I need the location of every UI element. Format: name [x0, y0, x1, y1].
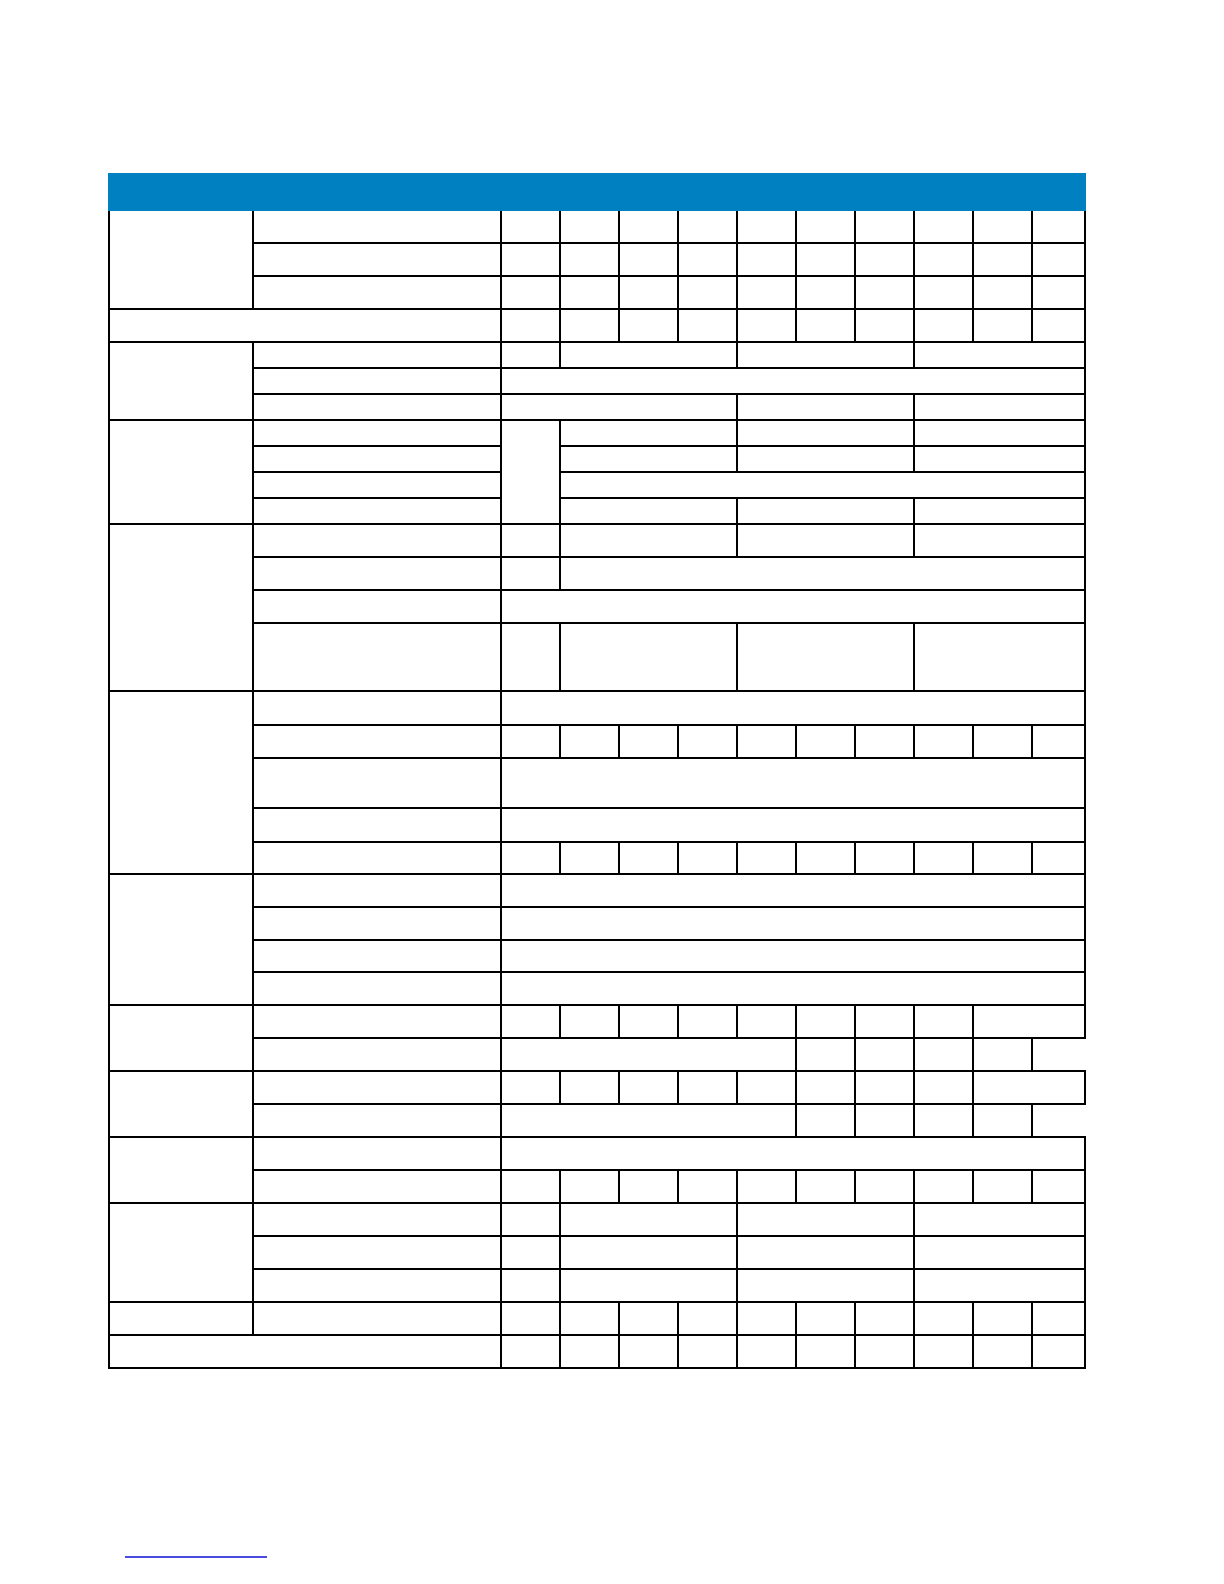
header-cell	[619, 174, 678, 210]
value-cell	[737, 243, 796, 276]
row-label-cell	[253, 907, 501, 940]
table-row	[109, 557, 1085, 590]
row-label-cell	[253, 420, 501, 446]
value-cell	[560, 1236, 737, 1269]
table-row	[109, 1170, 1085, 1203]
value-cell	[501, 758, 1085, 808]
table-row	[109, 874, 1085, 907]
value-cell	[855, 1071, 914, 1104]
header-cell	[678, 174, 737, 210]
value-cell	[737, 276, 796, 309]
value-cell	[973, 243, 1032, 276]
table-row	[109, 808, 1085, 842]
value-cell	[914, 524, 1085, 557]
row-label-cell	[253, 1137, 501, 1170]
value-cell	[914, 1269, 1085, 1302]
value-cell	[619, 1335, 678, 1368]
table-row	[109, 276, 1085, 309]
group-label-cell	[109, 210, 253, 309]
value-cell	[501, 1335, 560, 1368]
value-cell	[501, 907, 1085, 940]
value-cell	[737, 1269, 914, 1302]
row-label-cell	[253, 1005, 501, 1038]
value-cell	[855, 1302, 914, 1335]
value-cell	[501, 1170, 560, 1203]
row-label-cell	[253, 972, 501, 1005]
value-cell	[737, 1335, 796, 1368]
group-label-cell	[109, 1203, 253, 1302]
row-label-cell	[253, 623, 501, 691]
value-cell	[796, 1104, 855, 1137]
value-cell	[501, 210, 560, 243]
table-row	[109, 210, 1085, 243]
row-label-cell	[253, 1104, 501, 1137]
value-cell	[678, 842, 737, 874]
value-cell	[560, 1269, 737, 1302]
value-cell	[678, 309, 737, 342]
value-cell	[973, 1071, 1085, 1104]
value-cell	[914, 1038, 973, 1071]
value-cell	[973, 1104, 1032, 1137]
value-cell	[796, 1071, 855, 1104]
value-cell	[737, 1236, 914, 1269]
value-cell	[619, 243, 678, 276]
table-row	[109, 342, 1085, 368]
value-cell	[619, 309, 678, 342]
header-cell	[973, 174, 1032, 210]
value-cell	[501, 368, 1085, 394]
value-cell	[560, 524, 737, 557]
value-cell	[914, 1071, 973, 1104]
value-cell	[914, 1005, 973, 1038]
group-label-cell	[109, 691, 253, 874]
value-cell	[796, 842, 855, 874]
value-cell	[560, 420, 737, 446]
row-label-cell	[253, 446, 501, 472]
value-cell	[1032, 1335, 1085, 1368]
value-cell	[1032, 842, 1085, 874]
table-row	[109, 758, 1085, 808]
value-cell	[501, 842, 560, 874]
value-cell	[560, 1203, 737, 1236]
value-cell	[560, 725, 619, 758]
value-cell	[560, 309, 619, 342]
row-label-cell	[253, 557, 501, 590]
group-label-cell	[109, 874, 253, 1005]
value-cell	[619, 1302, 678, 1335]
value-cell	[619, 276, 678, 309]
row-label-cell	[109, 1335, 501, 1368]
row-label-cell	[253, 590, 501, 623]
value-cell	[973, 842, 1032, 874]
header-cell	[560, 174, 619, 210]
group-label-cell	[109, 342, 253, 420]
row-label-cell	[253, 1071, 501, 1104]
header-cell	[796, 174, 855, 210]
group-label-cell	[109, 420, 253, 524]
value-cell	[619, 842, 678, 874]
value-cell	[501, 342, 560, 368]
value-cell	[914, 725, 973, 758]
row-label-cell	[109, 309, 501, 342]
table-row	[109, 1302, 1085, 1335]
value-cell	[1032, 725, 1085, 758]
value-cell	[619, 1170, 678, 1203]
value-cell	[501, 874, 1085, 907]
value-cell	[501, 1236, 560, 1269]
value-cell	[560, 210, 619, 243]
value-cell	[973, 1170, 1032, 1203]
value-cell	[501, 276, 560, 309]
value-cell	[501, 725, 560, 758]
value-cell	[560, 446, 737, 472]
table-row	[109, 446, 1085, 472]
table-row	[109, 420, 1085, 446]
row-label-cell	[253, 808, 501, 842]
table-header-row	[109, 174, 1085, 210]
value-cell	[737, 524, 914, 557]
value-cell	[914, 394, 1085, 420]
value-cell	[737, 420, 914, 446]
table-row	[109, 524, 1085, 557]
value-cell	[560, 623, 737, 691]
value-cell	[855, 309, 914, 342]
table-row	[109, 1236, 1085, 1269]
value-cell	[973, 1335, 1032, 1368]
value-cell	[914, 420, 1085, 446]
table-row	[109, 309, 1085, 342]
table-row	[109, 1104, 1085, 1137]
value-cell	[560, 472, 1085, 498]
value-cell	[737, 1005, 796, 1038]
value-cell	[796, 1302, 855, 1335]
value-cell	[914, 342, 1085, 368]
value-cell	[855, 1335, 914, 1368]
table-row	[109, 1269, 1085, 1302]
value-cell	[678, 1005, 737, 1038]
row-label-cell	[253, 1269, 501, 1302]
table-row	[109, 1137, 1085, 1170]
row-label-cell	[253, 394, 501, 420]
value-cell	[560, 276, 619, 309]
value-cell	[737, 1071, 796, 1104]
value-cell	[501, 1269, 560, 1302]
value-cell	[501, 1038, 796, 1071]
table-row	[109, 623, 1085, 691]
value-cell	[1032, 276, 1085, 309]
group-label-cell	[109, 1005, 253, 1071]
value-cell	[501, 243, 560, 276]
table-row	[109, 691, 1085, 725]
value-cell	[855, 842, 914, 874]
value-cell	[914, 498, 1085, 524]
value-cell	[973, 276, 1032, 309]
value-cell	[560, 557, 1085, 590]
value-cell	[796, 1170, 855, 1203]
value-cell	[973, 1302, 1032, 1335]
value-cell	[560, 1005, 619, 1038]
row-label-cell	[253, 842, 501, 874]
row-label-cell	[253, 1302, 501, 1335]
value-cell	[501, 1302, 560, 1335]
value-cell	[678, 243, 737, 276]
value-cell	[973, 1038, 1032, 1071]
table-row	[109, 907, 1085, 940]
value-cell	[501, 691, 1085, 725]
value-cell	[855, 210, 914, 243]
value-cell	[1032, 1170, 1085, 1203]
value-cell	[796, 210, 855, 243]
value-cell	[855, 243, 914, 276]
value-cell	[914, 1236, 1085, 1269]
value-cell	[501, 1005, 560, 1038]
table-row	[109, 725, 1085, 758]
value-cell	[560, 243, 619, 276]
row-label-cell	[253, 1203, 501, 1236]
table-row	[109, 1038, 1085, 1071]
table-row	[109, 590, 1085, 623]
value-cell	[914, 842, 973, 874]
value-cell	[560, 1302, 619, 1335]
row-label-cell	[253, 524, 501, 557]
row-label-cell	[253, 498, 501, 524]
value-cell	[560, 342, 737, 368]
row-label-cell	[253, 758, 501, 808]
value-cell	[914, 243, 973, 276]
value-cell	[855, 1170, 914, 1203]
value-cell	[678, 725, 737, 758]
value-cell	[1032, 210, 1085, 243]
value-cell	[973, 725, 1032, 758]
value-cell	[501, 1137, 1085, 1170]
value-cell	[1032, 1302, 1085, 1335]
value-cell	[796, 1005, 855, 1038]
value-cell	[560, 498, 737, 524]
header-cell	[1032, 174, 1085, 210]
value-cell	[914, 623, 1085, 691]
value-cell	[737, 309, 796, 342]
header-cell	[914, 174, 973, 210]
value-cell	[796, 309, 855, 342]
value-cell	[501, 309, 560, 342]
header-cell	[855, 174, 914, 210]
value-cell	[1032, 243, 1085, 276]
value-cell	[501, 524, 560, 557]
value-cell	[619, 725, 678, 758]
value-cell	[560, 1071, 619, 1104]
group-label-cell	[109, 524, 253, 691]
table-row	[109, 368, 1085, 394]
value-cell	[737, 1302, 796, 1335]
table-row	[109, 1335, 1085, 1368]
value-cell	[914, 1302, 973, 1335]
value-cell	[678, 210, 737, 243]
value-cell	[678, 1170, 737, 1203]
table-row	[109, 972, 1085, 1005]
group-label-cell	[109, 1137, 253, 1203]
value-cell	[619, 1071, 678, 1104]
value-cell	[501, 972, 1085, 1005]
value-cell	[619, 1005, 678, 1038]
table-row	[109, 394, 1085, 420]
value-cell	[737, 842, 796, 874]
value-cell	[914, 1335, 973, 1368]
value-cell	[855, 1104, 914, 1137]
value-cell	[619, 210, 678, 243]
row-label-cell	[253, 1236, 501, 1269]
value-cell	[914, 276, 973, 309]
value-cell	[737, 498, 914, 524]
value-cell	[737, 1170, 796, 1203]
value-cell	[501, 1104, 796, 1137]
value-cell	[501, 557, 560, 590]
value-cell	[914, 1203, 1085, 1236]
table-row	[109, 1005, 1085, 1038]
value-cell	[737, 342, 914, 368]
row-label-cell	[253, 725, 501, 758]
value-cell	[737, 446, 914, 472]
value-cell	[855, 1038, 914, 1071]
value-cell	[678, 276, 737, 309]
row-label-cell	[253, 691, 501, 725]
value-cell	[796, 243, 855, 276]
value-cell	[501, 1071, 560, 1104]
value-cell	[501, 808, 1085, 842]
row-label-cell	[253, 276, 501, 309]
table-row	[109, 498, 1085, 524]
value-cell	[914, 309, 973, 342]
value-cell	[501, 1203, 560, 1236]
header-cell	[109, 174, 501, 210]
value-cell	[796, 1038, 855, 1071]
row-label-cell	[253, 210, 501, 243]
row-label-cell	[253, 472, 501, 498]
value-cell	[855, 1005, 914, 1038]
value-cell	[737, 1203, 914, 1236]
value-cell	[796, 725, 855, 758]
value-cell	[973, 210, 1032, 243]
value-cell	[796, 276, 855, 309]
row-label-cell	[253, 243, 501, 276]
value-cell	[973, 309, 1032, 342]
value-cell	[914, 446, 1085, 472]
header-cell	[737, 174, 796, 210]
value-cell	[855, 276, 914, 309]
row-label-cell	[253, 874, 501, 907]
value-cell	[501, 394, 737, 420]
row-label-cell	[253, 940, 501, 972]
value-cell	[501, 940, 1085, 972]
value-cell	[1032, 309, 1085, 342]
table-row	[109, 940, 1085, 972]
table-row	[109, 243, 1085, 276]
value-cell	[973, 1005, 1085, 1038]
value-cell	[560, 842, 619, 874]
value-cell	[678, 1335, 737, 1368]
value-cell	[855, 725, 914, 758]
value-cell	[737, 623, 914, 691]
value-cell	[737, 725, 796, 758]
row-label-cell	[253, 342, 501, 368]
table-row	[109, 842, 1085, 874]
value-cell	[501, 590, 1085, 623]
value-cell	[914, 1170, 973, 1203]
row-label-cell	[253, 368, 501, 394]
row-label-cell	[253, 1038, 501, 1071]
row-label-cell	[253, 1170, 501, 1203]
value-cell	[678, 1071, 737, 1104]
footer-link-underline[interactable]	[125, 1556, 267, 1558]
value-cell	[501, 623, 560, 691]
table-row	[109, 1203, 1085, 1236]
value-cell	[796, 1335, 855, 1368]
value-cell	[678, 1302, 737, 1335]
value-cell	[560, 1335, 619, 1368]
header-cell	[501, 174, 560, 210]
spec-table	[108, 173, 1086, 1369]
value-cell	[737, 394, 914, 420]
table-row	[109, 1071, 1085, 1104]
value-cell	[501, 420, 560, 524]
table-row	[109, 472, 1085, 498]
group-label-cell	[109, 1302, 253, 1335]
value-cell	[560, 1170, 619, 1203]
value-cell	[737, 210, 796, 243]
value-cell	[914, 1104, 973, 1137]
value-cell	[914, 210, 973, 243]
group-label-cell	[109, 1071, 253, 1137]
